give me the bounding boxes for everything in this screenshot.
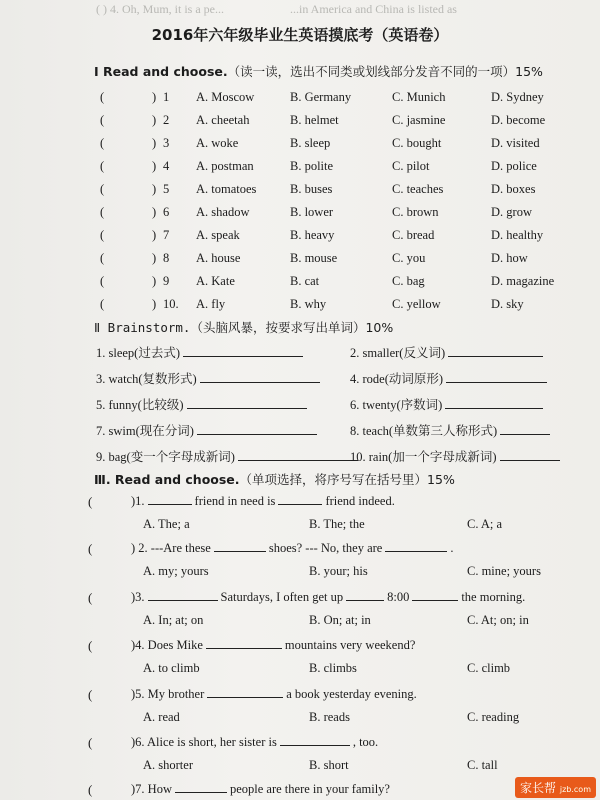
option-b[interactable]: B. reads — [309, 710, 350, 724]
brainstorm-label: 4. rode(动词原形) — [350, 372, 444, 386]
brainstorm-item — [350, 369, 550, 387]
option-a: A. speak — [196, 228, 240, 242]
question-number: 3 — [163, 136, 170, 150]
answer-bracket[interactable]: ( — [88, 494, 93, 509]
option-b: B. why — [290, 297, 327, 311]
option-a: A. tomatoes — [196, 182, 257, 196]
answer-bracket-close: ) — [152, 251, 157, 265]
answer-blank[interactable] — [346, 599, 384, 601]
answer-blank[interactable] — [207, 696, 283, 698]
option-a[interactable]: A. my; yours — [143, 564, 209, 578]
option-d: D. healthy — [491, 228, 544, 242]
option-d: D. sky — [491, 297, 524, 311]
brainstorm-label: 6. twenty(序数词) — [350, 398, 443, 412]
brainstorm-label: 7. swim(现在分词) — [96, 424, 194, 438]
option-a[interactable]: A. to climb — [143, 661, 200, 675]
answer-bracket-close: ) — [152, 205, 157, 219]
section3-heading — [94, 470, 455, 488]
stem-text: )3. — [131, 590, 145, 604]
question-stem — [131, 541, 453, 556]
option-d: D. magazine — [491, 274, 555, 288]
section1-instruction: （读一读，选出不同类或划线部分发音不同的一项）15% — [227, 64, 543, 79]
question-number: 10. — [163, 297, 179, 311]
option-a: A. Kate — [196, 274, 235, 288]
option-a: A. shadow — [196, 205, 250, 219]
logo-name: 家长帮 — [520, 781, 557, 795]
bleed-text: ( ) 4. Oh, Mum, it is a pe... — [96, 2, 224, 16]
option-a: A. Moscow — [196, 90, 255, 104]
option-d: D. visited — [491, 136, 540, 150]
stem-text: ) 2. ---Are these — [131, 541, 211, 555]
answer-bracket[interactable]: ( — [100, 274, 105, 288]
stem-text: people are there in your family? — [229, 782, 390, 796]
stem-text: friend in need is — [194, 494, 276, 508]
option-b: B. sleep — [290, 136, 331, 150]
stem-text: friend indeed. — [325, 494, 395, 508]
answer-blank[interactable] — [500, 433, 550, 435]
answer-blank[interactable] — [200, 381, 320, 383]
option-c: C. teaches — [392, 182, 444, 196]
question-number: 6 — [163, 205, 170, 219]
stem-text: Saturdays, I often get up — [220, 590, 344, 604]
option-b[interactable]: B. your; his — [309, 564, 368, 578]
answer-bracket[interactable]: ( — [100, 159, 105, 173]
section2-instruction: （头脑风暴，按要求写出单词）10% — [190, 320, 394, 335]
stem-text: the morning. — [461, 590, 526, 604]
question-number: 7 — [163, 228, 170, 242]
option-b[interactable]: B. The; the — [309, 517, 365, 531]
answer-blank[interactable] — [175, 791, 227, 793]
bleed-text: ...in America and China is listed as — [290, 2, 457, 16]
question-number: 8 — [163, 251, 170, 265]
stem-text: a book yesterday evening. — [286, 687, 417, 701]
answer-blank[interactable] — [446, 381, 547, 383]
option-c: C. yellow — [392, 297, 441, 311]
stem-text: )1. — [131, 494, 145, 508]
brainstorm-item — [96, 447, 361, 465]
option-d: D. grow — [491, 205, 532, 219]
answer-blank[interactable] — [445, 407, 543, 409]
option-d: D. become — [491, 113, 546, 127]
answer-bracket[interactable]: ( — [100, 205, 105, 219]
answer-bracket-close: ) — [152, 182, 157, 196]
option-b: B. Germany — [290, 90, 352, 104]
stem-text: . — [450, 541, 454, 555]
stem-text: , too. — [352, 735, 379, 749]
answer-blank[interactable] — [214, 550, 266, 552]
option-a[interactable]: A. read — [143, 710, 180, 724]
stem-text: shoes? --- No, they are — [268, 541, 383, 555]
brainstorm-item — [350, 421, 553, 439]
brainstorm-label: 9. bag(变一个字母成新词) — [96, 450, 235, 464]
answer-blank[interactable] — [448, 355, 543, 357]
brainstorm-label: 8. teach(单数第三人称形式) — [350, 424, 498, 438]
option-c[interactable]: C. reading — [467, 710, 520, 724]
answer-blank[interactable] — [385, 550, 447, 552]
page-title: 2016年六年级毕业生英语摸底考（英语卷） — [151, 26, 449, 44]
stem-text: mountains very weekend? — [284, 638, 416, 652]
option-b[interactable]: B. short — [309, 758, 349, 772]
section3-title: Ⅲ. Read and choose. — [94, 472, 240, 487]
option-b: B. buses — [290, 182, 333, 196]
brainstorm-item — [96, 369, 323, 387]
section3-instruction: （单项选择，将序号写在括号里）15% — [239, 472, 455, 487]
answer-bracket-close: ) — [152, 297, 157, 311]
brainstorm-label: 3. watch(复数形式) — [96, 372, 197, 386]
answer-blank[interactable] — [197, 433, 317, 435]
question-stem — [131, 590, 525, 605]
answer-bracket-close: ) — [152, 274, 157, 288]
option-a: A. fly — [196, 297, 226, 311]
answer-bracket[interactable]: ( — [100, 113, 105, 127]
answer-bracket-close: ) — [152, 159, 157, 173]
stem-text: 8:00 — [387, 590, 410, 604]
stem-text: )4. Does Mike — [131, 638, 203, 652]
option-c[interactable]: C. At; on; in — [467, 613, 529, 627]
answer-bracket-close: ) — [152, 136, 157, 150]
option-c: C. pilot — [392, 159, 430, 173]
option-c: C. jasmine — [392, 113, 446, 127]
answer-blank[interactable] — [278, 503, 322, 505]
question-number: 2 — [163, 113, 170, 127]
question-stem — [131, 687, 417, 702]
section1-title: Ⅰ Read and choose. — [94, 64, 228, 79]
answer-blank[interactable] — [187, 407, 307, 409]
answer-blank[interactable] — [500, 459, 560, 461]
option-c: C. bought — [392, 136, 442, 150]
option-c[interactable]: C. climb — [467, 661, 511, 675]
section2-title: Ⅱ Brainstorm. — [94, 320, 191, 335]
answer-bracket[interactable]: ( — [88, 687, 93, 702]
answer-bracket-close: ) — [152, 228, 157, 242]
option-c: C. bread — [392, 228, 435, 242]
answer-bracket[interactable]: ( — [100, 136, 105, 150]
stem-text: )7. How — [131, 782, 172, 796]
option-a: A. postman — [196, 159, 254, 173]
question-stem — [131, 638, 415, 653]
answer-bracket[interactable]: ( — [100, 228, 105, 242]
option-d: D. boxes — [491, 182, 536, 196]
answer-blank[interactable] — [148, 599, 218, 601]
option-c[interactable]: C. A; a — [467, 517, 503, 531]
answer-bracket[interactable]: ( — [88, 541, 93, 556]
brainstorm-label: 1. sleep(过去式) — [96, 346, 181, 360]
option-c[interactable]: C. mine; yours — [467, 564, 541, 578]
option-b: B. heavy — [290, 228, 335, 242]
option-b[interactable]: B. On; at; in — [309, 613, 371, 627]
brainstorm-item — [350, 343, 546, 361]
option-d: D. police — [491, 159, 537, 173]
answer-blank[interactable] — [238, 459, 358, 461]
site-logo — [515, 777, 596, 798]
answer-bracket[interactable]: ( — [88, 590, 93, 605]
question-stem — [131, 735, 378, 750]
option-c: C. bag — [392, 274, 425, 288]
answer-blank[interactable] — [183, 355, 303, 357]
question-number: 4 — [163, 159, 170, 173]
option-d: D. how — [491, 251, 528, 265]
option-c: C. you — [392, 251, 426, 265]
brainstorm-item — [96, 421, 320, 439]
option-c: C. brown — [392, 205, 439, 219]
stem-text: )5. My brother — [131, 687, 205, 701]
option-a[interactable]: A. In; at; on — [143, 613, 204, 627]
stem-text: )6. Alice is short, her sister is — [131, 735, 277, 749]
answer-blank[interactable] — [206, 647, 282, 649]
section2-heading — [94, 318, 393, 336]
brainstorm-label: 2. smaller(反义词) — [350, 346, 446, 360]
option-b: B. lower — [290, 205, 334, 219]
brainstorm-item — [96, 343, 306, 361]
answer-blank[interactable] — [148, 503, 192, 505]
section1-heading — [94, 62, 543, 80]
option-a: A. woke — [196, 136, 239, 150]
answer-bracket-close: ) — [152, 90, 157, 104]
option-b: B. mouse — [290, 251, 338, 265]
brainstorm-label: 10. rain(加一个字母成新词) — [350, 450, 497, 464]
option-d: D. Sydney — [491, 90, 544, 104]
question-number: 9 — [163, 274, 170, 288]
option-a[interactable]: A. shorter — [143, 758, 193, 772]
brainstorm-item — [350, 395, 546, 413]
answer-bracket-close: ) — [152, 113, 157, 127]
answer-bracket[interactable]: ( — [100, 182, 105, 196]
question-number: 1 — [163, 90, 170, 104]
answer-bracket[interactable]: ( — [100, 251, 105, 265]
option-a: A. house — [196, 251, 241, 265]
option-b[interactable]: B. climbs — [309, 661, 357, 675]
answer-blank[interactable] — [412, 599, 458, 601]
question-stem — [131, 782, 390, 797]
option-c: C. Munich — [392, 90, 446, 104]
answer-bracket[interactable]: ( — [100, 90, 105, 104]
option-a: A. cheetah — [196, 113, 250, 127]
answer-bracket[interactable]: ( — [88, 638, 93, 653]
option-b: B. cat — [290, 274, 320, 288]
brainstorm-item — [350, 447, 563, 465]
answer-blank[interactable] — [280, 744, 350, 746]
question-number: 5 — [163, 182, 170, 196]
option-b: B. polite — [290, 159, 334, 173]
answer-bracket[interactable]: ( — [100, 297, 105, 311]
option-a[interactable]: A. The; a — [143, 517, 190, 531]
answer-bracket[interactable]: ( — [88, 735, 93, 750]
logo-url: jzb.com — [559, 785, 591, 794]
option-c[interactable]: C. tall — [467, 758, 498, 772]
brainstorm-label: 5. funny(比较级) — [96, 398, 184, 412]
question-stem — [131, 494, 395, 509]
brainstorm-item — [96, 395, 310, 413]
answer-bracket[interactable]: ( — [88, 782, 93, 797]
option-b: B. helmet — [290, 113, 339, 127]
